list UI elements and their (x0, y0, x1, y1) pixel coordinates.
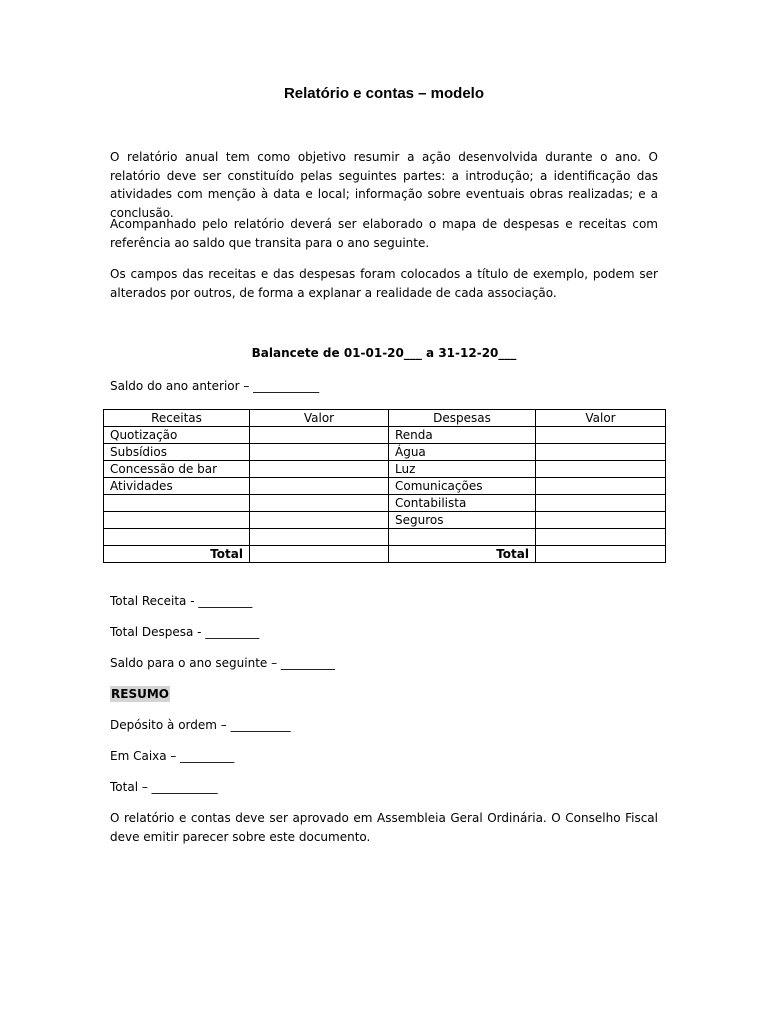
fields-paragraph: Os campos das receitas e das despesas foram colocados a título de exemplo, podem ser alterados por outros, de forma a explanar a realidade de cada associação. (110, 267, 658, 300)
valor-cell (250, 461, 389, 478)
valor-cell (536, 444, 666, 461)
balancete-title: Balancete de 01-01-20___ a 31-12-20___ (251, 346, 517, 360)
valor-cell (536, 529, 666, 546)
receita-cell: Atividades (104, 478, 250, 495)
receita-cell (104, 495, 250, 512)
valor-cell (250, 529, 389, 546)
table-row (104, 529, 666, 546)
despesa-cell: Comunicações (389, 478, 536, 495)
em-caixa-line: Em Caixa – _________ (110, 749, 235, 763)
valor-cell (536, 427, 666, 444)
valor-cell (536, 495, 666, 512)
document-title: Relatório e contas – modelo (283, 85, 485, 102)
despesa-cell: Luz (389, 461, 536, 478)
deposito-line: Depósito à ordem – __________ (110, 718, 291, 732)
total-despesas-label: Total (389, 546, 536, 563)
closing-paragraph: O relatório e contas deve ser aprovado em Assembleia Geral Ordinária. O Conselho Fiscal deve emitir parecer sobre este documento. (110, 811, 658, 844)
table-row (104, 478, 666, 495)
valor-cell (536, 478, 666, 495)
despesa-cell (389, 529, 536, 546)
despesa-cell: Seguros (389, 512, 536, 529)
header-valor-despesas: Valor (536, 410, 666, 427)
table-row (104, 495, 666, 512)
saldo-seguinte-line: Saldo para o ano seguinte – _________ (110, 656, 335, 670)
valor-cell (536, 461, 666, 478)
table-row (104, 512, 666, 529)
header-receitas: Receitas (104, 410, 250, 427)
receita-cell (104, 512, 250, 529)
valor-cell (250, 495, 389, 512)
intro-paragraph: O relatório anual tem como objetivo resumir a ação desenvolvida durante o ano. O relatório deve ser constituído pelas seguintes partes: a introdução; a identificação das atividades com menção à data e local; informação sobre eventuais obras realizadas; e a conclusão. (110, 150, 658, 220)
valor-cell (536, 512, 666, 529)
table-row (104, 427, 666, 444)
valor-cell (250, 444, 389, 461)
total-despesas-value (536, 546, 666, 563)
despesa-cell: Contabilista (389, 495, 536, 512)
total-receitas-label: Total (104, 546, 250, 563)
saldo-anterior-line: Saldo do ano anterior – ___________ (110, 379, 320, 393)
header-valor-receitas: Valor (250, 410, 389, 427)
receita-cell: Quotização (104, 427, 250, 444)
despesa-cell: Renda (389, 427, 536, 444)
despesa-cell: Água (389, 444, 536, 461)
map-paragraph: Acompanhado pelo relatório deverá ser elaborado o mapa de despesas e receitas com referência ao saldo que transita para o ano seguinte. (110, 217, 658, 250)
balance-table (103, 409, 666, 563)
receita-cell: Subsídios (104, 444, 250, 461)
valor-cell (250, 427, 389, 444)
table-row (104, 444, 666, 461)
resumo-heading: RESUMO (111, 687, 169, 701)
total-receita-line: Total Receita - _________ (110, 594, 253, 608)
table-total-row (104, 546, 666, 563)
table-row (104, 461, 666, 478)
valor-cell (250, 512, 389, 529)
header-despesas: Despesas (389, 410, 536, 427)
valor-cell (250, 478, 389, 495)
receita-cell (104, 529, 250, 546)
total-resumo-line: Total – ___________ (110, 780, 218, 794)
total-despesa-line: Total Despesa - _________ (110, 625, 260, 639)
total-receitas-value (250, 546, 389, 563)
receita-cell: Concessão de bar (104, 461, 250, 478)
table-header-row (104, 410, 666, 427)
